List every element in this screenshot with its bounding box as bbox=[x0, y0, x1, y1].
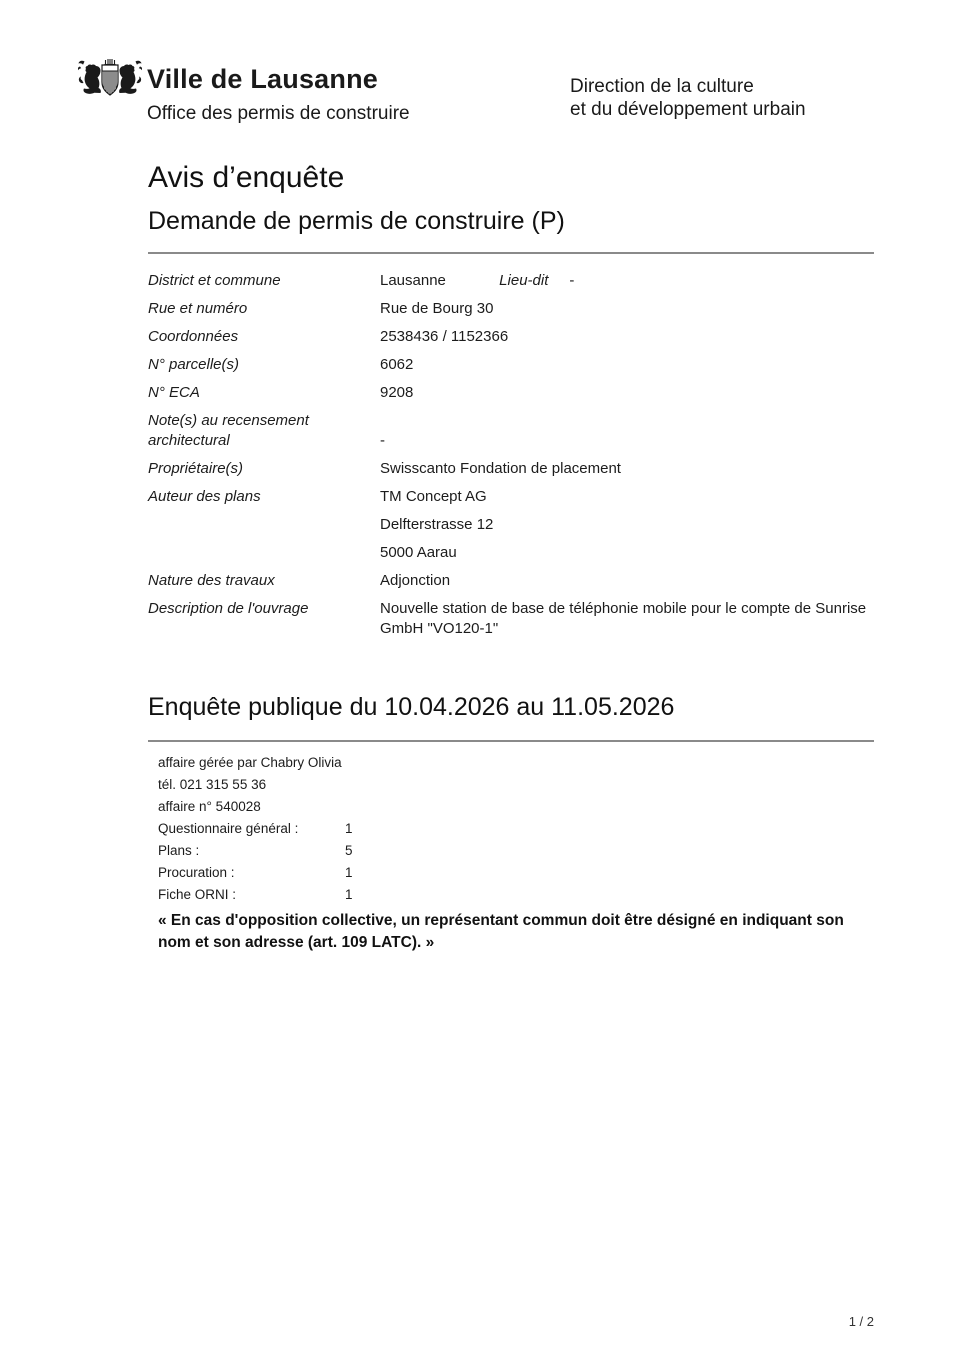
commune-value: Lausanne bbox=[380, 272, 446, 289]
field-value: 9208 bbox=[380, 384, 414, 401]
case-manager: affaire gérée par Chabry Olivia bbox=[158, 755, 342, 770]
page-title: Avis d’enquête bbox=[148, 161, 345, 194]
field-label: Nature des travaux bbox=[148, 572, 275, 589]
field-label: Rue et numéro bbox=[148, 300, 248, 317]
page-subtitle: Demande de permis de construire (P) bbox=[148, 207, 565, 235]
document-count-row bbox=[158, 840, 758, 862]
field-value: Adjonction bbox=[380, 572, 451, 589]
field-label: District et commune bbox=[148, 272, 281, 289]
case-phone: tél. 021 315 55 36 bbox=[158, 777, 267, 792]
table-row bbox=[148, 299, 874, 319]
field-value: 2538436 / 1152366 bbox=[380, 328, 509, 345]
permit-details bbox=[148, 271, 874, 647]
field-value: Swisscanto Fondation de placement bbox=[380, 460, 621, 477]
field-value: 5000 Aarau bbox=[380, 544, 457, 561]
table-row bbox=[148, 271, 874, 291]
lieu-dit-label: Lieu-dit bbox=[499, 272, 549, 289]
table-row bbox=[148, 383, 874, 403]
field-label: Note(s) au recensement architectural bbox=[148, 412, 309, 449]
field-label: Propriétaire(s) bbox=[148, 460, 244, 477]
case-info-block bbox=[158, 752, 758, 906]
document-label: Fiche ORNI : bbox=[158, 887, 237, 902]
direction-block bbox=[570, 75, 806, 121]
document-count: 5 bbox=[345, 843, 353, 858]
field-label: Auteur des plans bbox=[148, 488, 261, 505]
table-row bbox=[148, 327, 874, 347]
document-label: Procuration : bbox=[158, 865, 235, 880]
table-row bbox=[148, 459, 874, 479]
field-label: N° ECA bbox=[148, 384, 200, 401]
divider bbox=[148, 252, 874, 254]
enquiry-period-heading: Enquête publique du 10.04.2026 au 11.05.2026 bbox=[148, 693, 675, 721]
field-label: Description de l'ouvrage bbox=[148, 600, 309, 617]
document-count-row bbox=[158, 818, 758, 840]
table-row bbox=[148, 355, 874, 375]
page-number: 1 / 2 bbox=[848, 1314, 874, 1329]
field-value: Nouvelle station de base de téléphonie mobile pour le compte de Sunrise GmbH "VO120-1" bbox=[380, 600, 867, 637]
table-row bbox=[148, 515, 874, 535]
field-value: 6062 bbox=[380, 356, 414, 373]
table-row bbox=[148, 487, 874, 507]
direction-line-1: Direction de la culture bbox=[570, 76, 754, 97]
field-label: Coordonnées bbox=[148, 328, 239, 345]
divider bbox=[148, 740, 874, 742]
table-row bbox=[148, 411, 874, 451]
collective-opposition-notice: « En cas d'opposition collective, un représentant commun doit être désigné en indiquant son nom et son adresse (art. 109 LATC). » bbox=[158, 912, 844, 951]
field-label: N° parcelle(s) bbox=[148, 356, 240, 373]
case-number: affaire n° 540028 bbox=[158, 799, 261, 814]
document-count-row bbox=[158, 884, 758, 906]
direction-line-2: et du développement urbain bbox=[570, 99, 806, 120]
table-row bbox=[148, 543, 874, 563]
document-count: 1 bbox=[345, 865, 353, 880]
field-value bbox=[380, 271, 873, 291]
field-value: - bbox=[380, 432, 385, 449]
brand-title: Ville de Lausanne bbox=[147, 64, 378, 94]
document-label: Plans : bbox=[158, 843, 200, 858]
lausanne-coat-of-arms-icon bbox=[78, 56, 142, 100]
document-label: Questionnaire général : bbox=[158, 821, 299, 836]
brand-office-subtitle: Office des permis de construire bbox=[147, 103, 410, 124]
document-count: 1 bbox=[345, 821, 353, 836]
document-count-row bbox=[158, 862, 758, 884]
lieu-dit-value: - bbox=[569, 272, 575, 289]
field-value: TM Concept AG bbox=[380, 488, 487, 505]
field-value: Rue de Bourg 30 bbox=[380, 300, 494, 317]
table-row bbox=[148, 599, 874, 639]
table-row bbox=[148, 571, 874, 591]
document-count: 1 bbox=[345, 887, 353, 902]
field-value: Delfterstrasse 12 bbox=[380, 516, 494, 533]
